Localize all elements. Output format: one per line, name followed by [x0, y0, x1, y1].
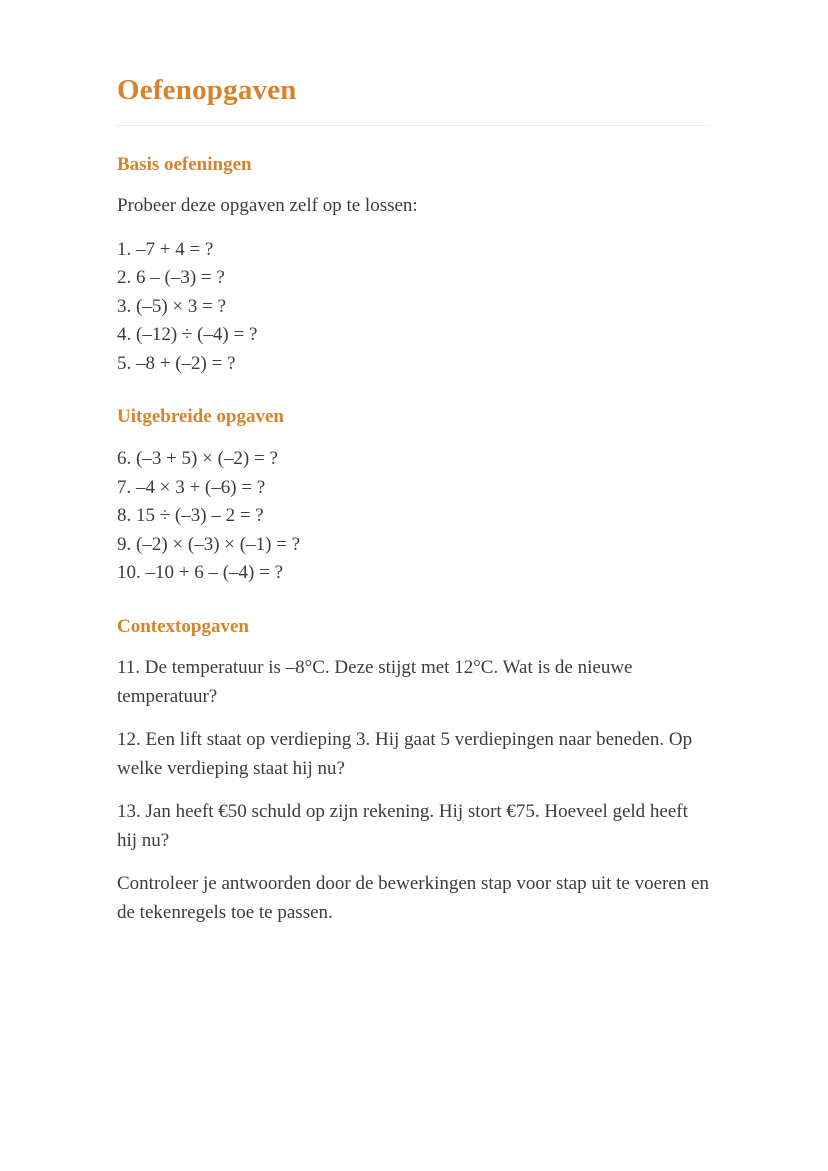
exercise-item-7: 7. –4 × 3 + (–6) = ?: [117, 476, 266, 498]
intro-text: Probeer deze opgaven zelf op te lossen:: [117, 195, 418, 217]
section-heading-basis-oefeningen: Basis oefeningen: [117, 153, 252, 175]
exercise-item-3: 3. (–5) × 3 = ?: [117, 295, 227, 317]
section-heading-uitgebreide-opgaven: Uitgebreide opgaven: [117, 406, 284, 428]
closing-note: Controleer je antwoorden door de bewerkingen stap voor stap uit te voeren en de tekenregels toe te passen.: [117, 873, 709, 923]
exercise-item-10: 10. –10 + 6 – (–4) = ?: [117, 562, 284, 584]
exercise-item-1: 1. –7 + 4 = ?: [117, 238, 214, 260]
exercise-item-5: 5. –8 + (–2) = ?: [117, 352, 236, 374]
exercise-item-2: 2. 6 – (–3) = ?: [117, 267, 225, 289]
exercise-item-9: 9. (–2) × (–3) × (–1) = ?: [117, 533, 301, 555]
context-problem-13: 13. Jan heeft €50 schuld op zijn rekening. Hij stort €75. Hoeveel geld heeft hij nu?: [117, 801, 688, 851]
context-problem-11: 11. De temperatuur is –8°C. Deze stijgt met 12°C. Wat is de nieuwe temperatuur?: [117, 657, 633, 707]
exercise-item-4: 4. (–12) ÷ (–4) = ?: [117, 324, 258, 346]
exercise-item-6: 6. (–3 + 5) × (–2) = ?: [117, 448, 278, 470]
title-divider: [117, 125, 711, 126]
exercise-list-uitgebreid: [117, 445, 711, 588]
section-heading-contextopgaven: Contextopgaven: [117, 615, 249, 637]
exercise-item-8: 8. 15 ÷ (–3) – 2 = ?: [117, 505, 264, 527]
exercise-list-basis: [117, 236, 711, 379]
page-title: Oefenopgaven: [117, 74, 297, 106]
context-problem-12: 12. Een lift staat op verdieping 3. Hij gaat 5 verdiepingen naar beneden. Op welke verdieping staat hij nu?: [117, 729, 693, 779]
